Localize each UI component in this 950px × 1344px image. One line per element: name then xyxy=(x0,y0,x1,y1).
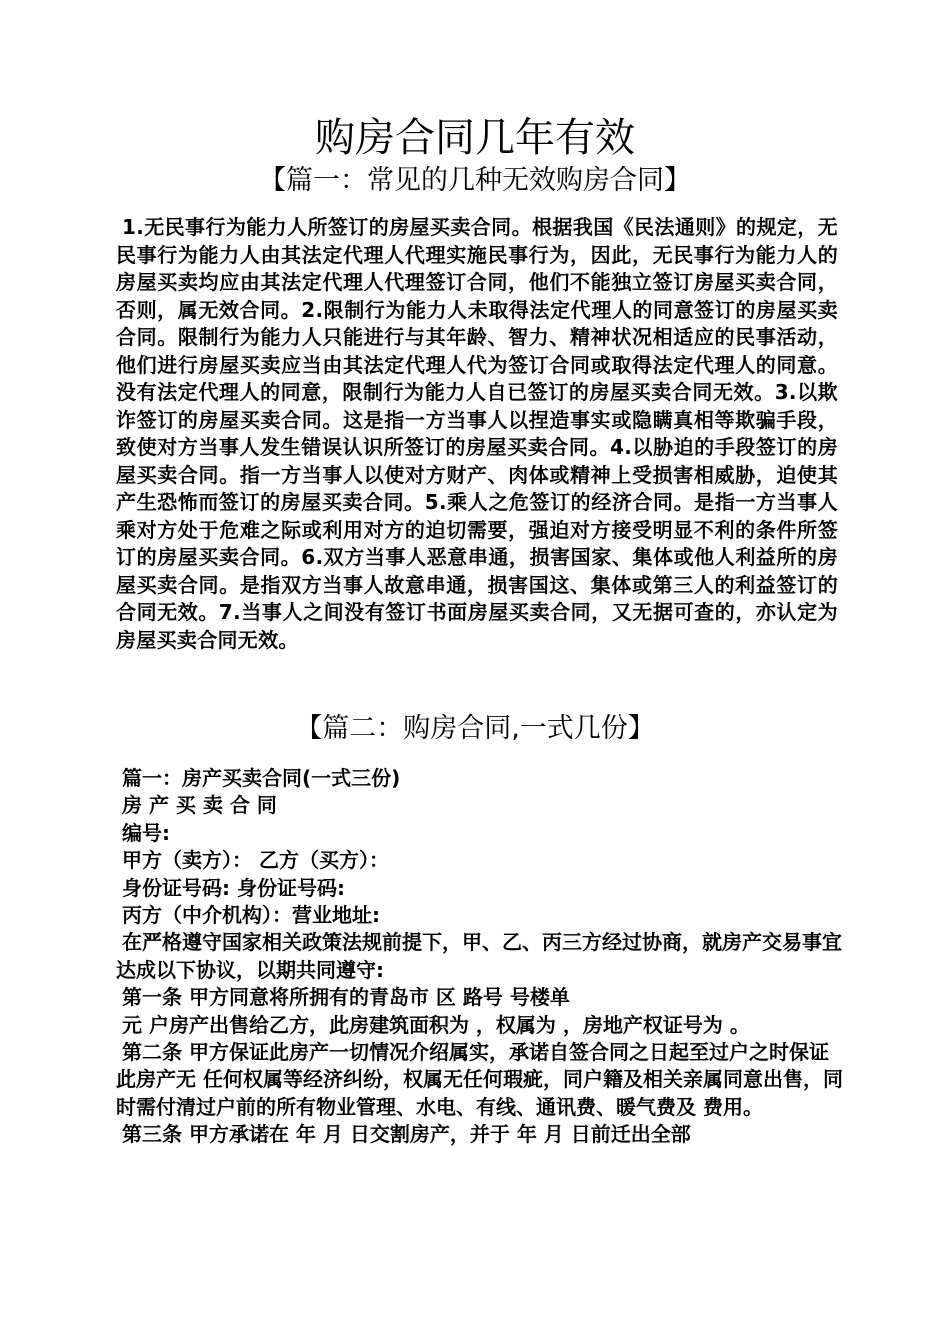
contract-line: 第一条 甲方同意将所拥有的青岛市 区 路号 号楼单 xyxy=(122,985,570,1010)
contract-line: 在严格遵守国家相关政策法规前提下，甲、乙、丙三方经过协商，就房产交易事宜达成以下协议，以期共同遵守: xyxy=(116,930,842,982)
section1-body: 1.无民事行为能力人所签订的房屋买卖合同。根据我国《民法通则》的规定，无民事行为能力人由其法定代理人代理实施民事行为，因此，无民事行为能力人的房屋买卖均应由其法定代理人代理签订合同，他们不能独立签订房屋买卖合同，否则，属无效合同。2.限制行为能力人未取得法定代理人的同意签订的房屋买卖合同。限制行为能力人只能进行与其年龄、智力、精神状况相适应的民事活动，他们进行房屋买卖应当由其法定代理人代为签订合同或取得法定代理人的同意。没有法定代理人的同意，限制行为能力人自已签订的房屋买卖合同无效。3.以欺诈签订的房屋买卖合同。这是指一方当事人以捏造事实或隐瞒真相等欺骗手段，致使对方当事人发生错误认识所签订的房屋买卖合同。4.以胁迫的手段签订的房屋买卖合同。指一方当事人以使对方财产、肉体或精神上受损害相威胁，迫使其产生恐怖而签订的房屋买卖合同。5.乘人之危签订的经济合同。是指一方当事人乘对方处于危难之际或利用对方的迫切需要，强迫对方接受明显不利的条件所签订的房屋买卖合同。6.双方当事人恶意串通，损害国家、集体或他人利益所的房屋买卖合同。是指双方当事人故意串通，损害国这、集体或第三人的利益签订的合同无效。7.当事人之间没有签订书面房屋买卖合同，又无据可查的，亦认定为房屋买卖合同无效。 xyxy=(116,215,838,652)
contract-line: 元 户房产出售给乙方，此房建筑面积为 ，权属为 ，房地产权证号为 。 xyxy=(122,1012,750,1037)
section1-heading: 【篇一：常见的几种无效购房合同】 xyxy=(259,165,691,196)
contract-line: 房 产 买 卖 合 同 xyxy=(122,793,277,818)
contract-line: 编号: xyxy=(122,820,170,845)
contract-line: 篇一：房产买卖合同(一式三份) xyxy=(122,766,401,790)
contract-text xyxy=(116,765,846,1149)
section2-heading: 【篇二：购房合同,一式几份】 xyxy=(295,713,655,744)
contract-line: 第二条 甲方保证此房产一切情况介绍属实，承诺自签合同之日起至过户之时保证此房产无 任何权属等经济纠纷，权属无任何瑕疵，同户籍及相关亲属同意出售，同时需付清过户前的所有物业管理、水电、有线、通讯费、暖气费及 费用。 xyxy=(116,1040,843,1119)
contract-line: 第三条 甲方承诺在 年 月 日交割房产，并于 年 月 日前迁出全部 xyxy=(122,1122,691,1147)
contract-line: 身份证号码: 身份证号码: xyxy=(122,875,345,900)
contract-line: 甲方（卖方）： 乙方（买方）： xyxy=(122,848,389,873)
document-title: 购房合同几年有效 xyxy=(315,115,635,161)
contract-line: 丙方（中介机构）：营业地址: xyxy=(122,903,380,928)
